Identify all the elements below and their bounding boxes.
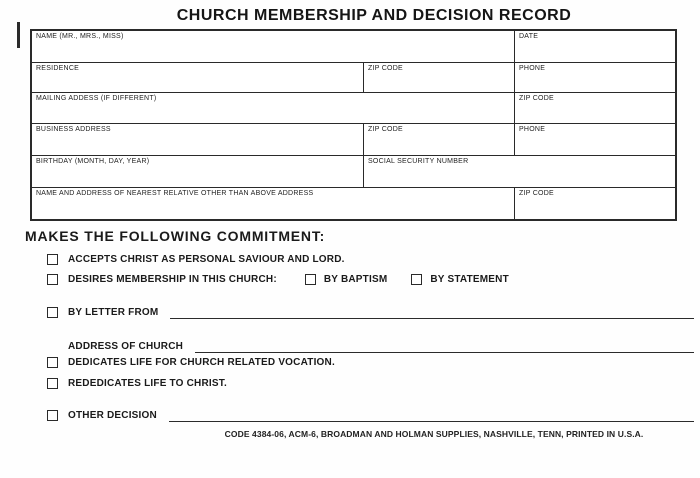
commitment-item-accepts	[47, 253, 345, 266]
dedicates-life-label: DEDICATES LIFE FOR CHURCH RELATED VOCATION.	[68, 357, 335, 368]
commitment-item-by-letter	[47, 306, 694, 319]
name-field[interactable]	[32, 31, 514, 62]
mailing-address-label: MAILING ADDESS (IF DIFFERENT)	[36, 95, 157, 102]
by-statement-label: BY STATEMENT	[430, 274, 509, 285]
by-baptism-option	[305, 274, 388, 285]
commitment-item-rededicates	[47, 377, 227, 390]
by-baptism-label: BY BAPTISM	[323, 274, 388, 285]
business-phone-label: PHONE	[519, 126, 546, 133]
table-row	[32, 31, 675, 62]
other-decision-checkbox[interactable]	[47, 410, 58, 421]
residence-phone-label: PHONE	[519, 65, 546, 72]
rededicates-label: REDEDICATES LIFE TO CHRIST.	[68, 378, 227, 389]
other-decision-line[interactable]	[169, 421, 694, 422]
commitment-item-desires	[47, 273, 509, 286]
table-row	[32, 187, 675, 219]
address-of-church-label: ADDRESS OF CHURCH	[68, 341, 184, 352]
by-baptism-checkbox[interactable]	[305, 274, 316, 285]
ssn-field[interactable]	[363, 156, 675, 187]
table-row	[32, 123, 675, 155]
date-field[interactable]	[514, 31, 675, 62]
scan-artifact-mark	[17, 22, 20, 48]
ssn-field-label: SOCIAL SECURITY NUMBER	[368, 158, 469, 165]
name-field-label: NAME (MR., MRS., MISS)	[36, 33, 124, 40]
mailing-address-field[interactable]	[32, 93, 514, 123]
residence-phone-field[interactable]	[514, 63, 675, 92]
form-title: CHURCH MEMBERSHIP AND DECISION RECORD	[176, 7, 572, 24]
commitment-item-dedicates	[47, 356, 335, 369]
accepts-christ-checkbox[interactable]	[47, 254, 58, 265]
business-zip-label: ZIP CODE	[368, 126, 403, 133]
print-code-footer: CODE 4384-06, ACM-6, BROADMAN AND HOLMAN SUPPLIES, NASHVILLE, TENN, PRINTED IN U.S.A.	[224, 429, 644, 439]
by-statement-checkbox[interactable]	[411, 274, 422, 285]
nearest-relative-label: NAME AND ADDRESS OF NEAREST RELATIVE OTHER THAN ABOVE ADDRESS	[36, 190, 314, 197]
relative-zip-label: ZIP CODE	[519, 190, 554, 197]
table-row	[32, 155, 675, 187]
table-row	[32, 92, 675, 123]
mailing-zip-label: ZIP CODE	[519, 95, 554, 102]
residence-zip-field[interactable]	[363, 63, 514, 92]
by-letter-checkbox[interactable]	[47, 307, 58, 318]
desires-membership-label: DESIRES MEMBERSHIP IN THIS CHURCH:	[68, 274, 277, 285]
relative-zip-field[interactable]	[514, 188, 675, 219]
other-decision-label: OTHER DECISION	[68, 410, 157, 421]
rededicates-checkbox[interactable]	[47, 378, 58, 389]
residence-field-label: RESIDENCE	[36, 65, 80, 72]
business-address-field[interactable]	[32, 124, 363, 155]
info-table	[30, 29, 677, 221]
nearest-relative-field[interactable]	[32, 188, 514, 219]
by-letter-from-line[interactable]	[170, 318, 694, 319]
dedicates-life-checkbox[interactable]	[47, 357, 58, 368]
commitment-item-other-decision	[47, 409, 694, 422]
desires-membership-checkbox[interactable]	[47, 274, 58, 285]
address-of-church-line[interactable]	[195, 352, 694, 353]
table-row	[32, 62, 675, 92]
business-address-label: BUSINESS ADDRESS	[36, 126, 111, 133]
business-zip-field[interactable]	[363, 124, 514, 155]
birthday-field-label: BIRTHDAY (MONTH, DAY, YEAR)	[36, 158, 150, 165]
birthday-field[interactable]	[32, 156, 363, 187]
by-statement-option	[411, 274, 509, 285]
residence-zip-label: ZIP CODE	[368, 65, 403, 72]
business-phone-field[interactable]	[514, 124, 675, 155]
commitment-item-address-of-church	[68, 340, 694, 353]
by-letter-label: BY LETTER FROM	[68, 307, 159, 318]
accepts-christ-label: ACCEPTS CHRIST AS PERSONAL SAVIOUR AND LORD.	[68, 254, 345, 265]
date-field-label: DATE	[519, 33, 539, 40]
commitment-heading: MAKES THE FOLLOWING COMMITMENT:	[25, 228, 326, 244]
mailing-zip-field[interactable]	[514, 93, 675, 123]
residence-field[interactable]	[32, 63, 363, 92]
